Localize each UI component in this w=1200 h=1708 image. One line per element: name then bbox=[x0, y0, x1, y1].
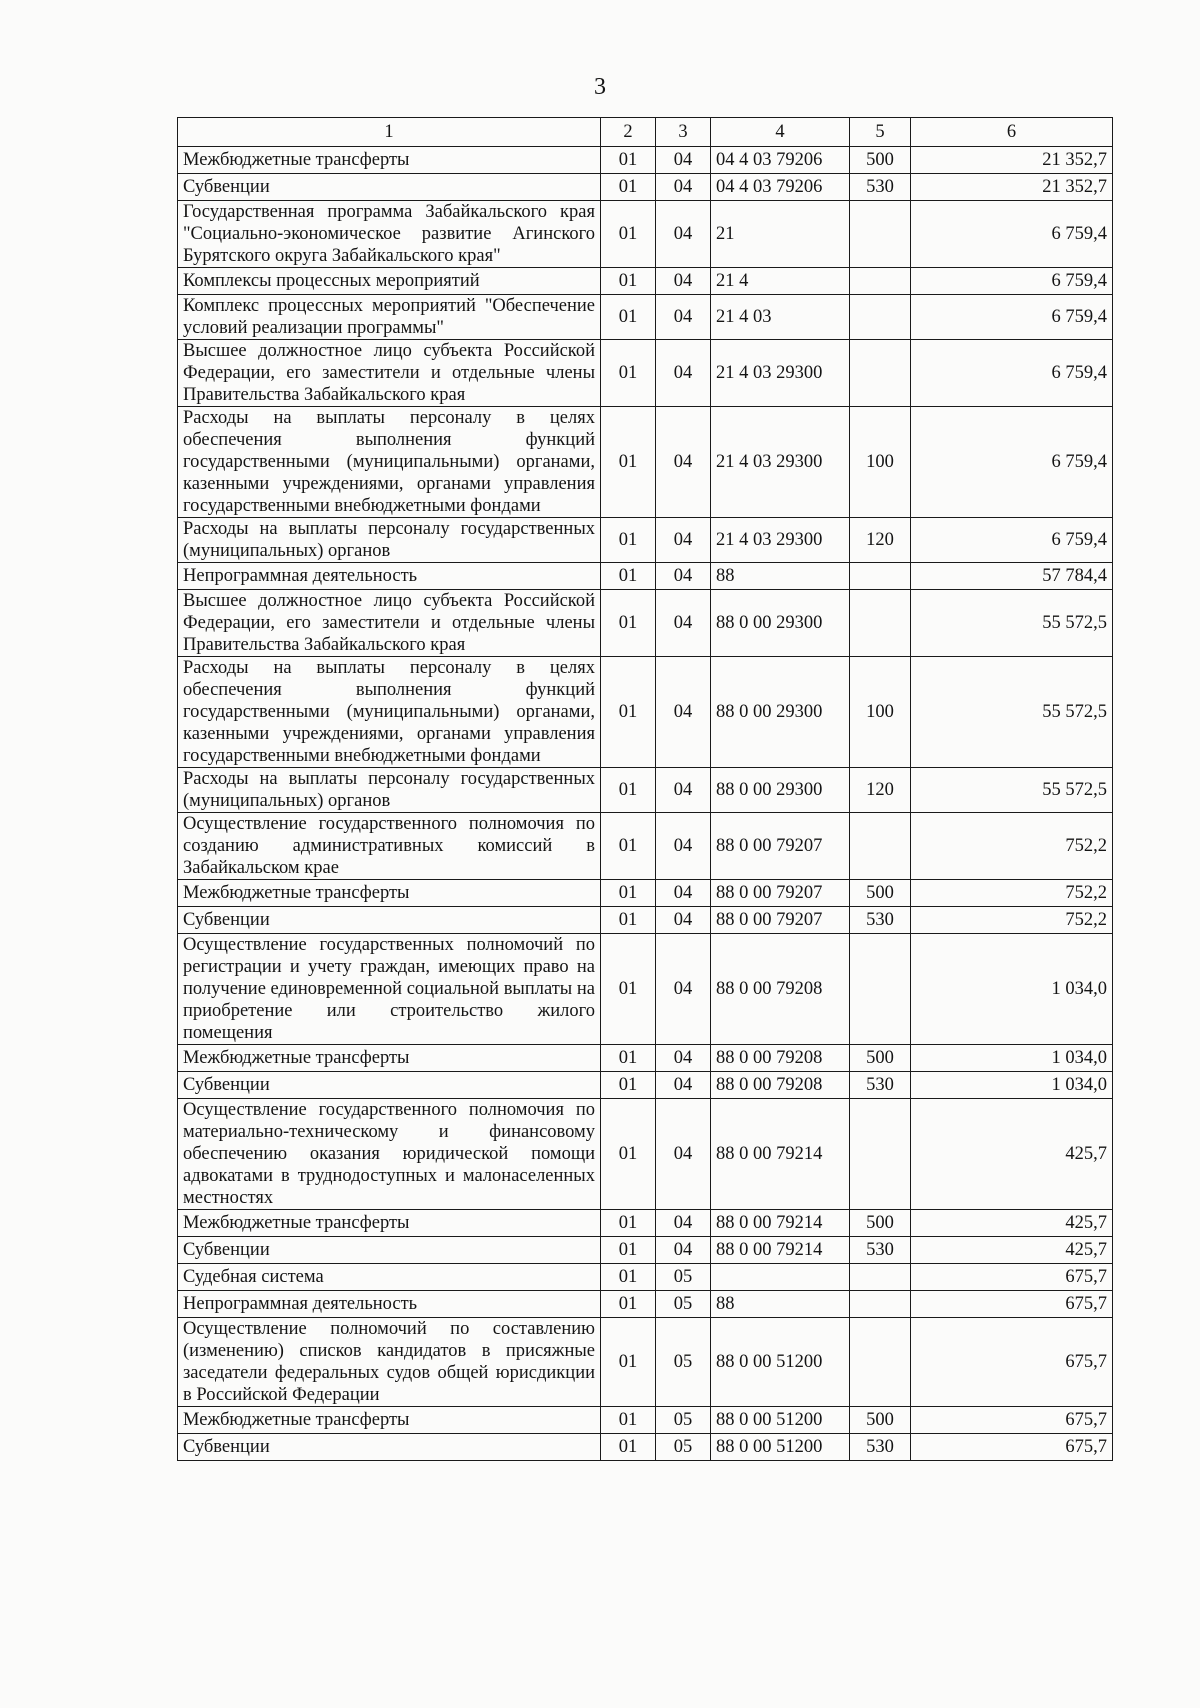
section-cell: 01 bbox=[601, 657, 656, 768]
expense-type-cell: 100 bbox=[850, 407, 911, 518]
amount-cell: 6 759,4 bbox=[911, 340, 1113, 407]
table-row bbox=[178, 768, 1113, 813]
subsection-cell: 04 bbox=[656, 1072, 711, 1099]
amount-cell: 6 759,4 bbox=[911, 407, 1113, 518]
section-cell: 01 bbox=[601, 268, 656, 295]
name-cell: Осуществление полномочий по составлению (изменению) списков кандидатов в присяжные заседатели федеральных судов общей юрисдикции в Российской Федерации bbox=[178, 1318, 601, 1407]
target-article-cell: 88 0 00 79207 bbox=[711, 907, 850, 934]
name-cell: Расходы на выплаты персоналу в целях обеспечения выполнения функций государственными (муниципальными) органами, казенными учреждениями, органами управления государственными внебюджетными фондами bbox=[178, 657, 601, 768]
name-cell: Субвенции bbox=[178, 1237, 601, 1264]
name-cell: Межбюджетные трансферты bbox=[178, 1407, 601, 1434]
amount-cell: 675,7 bbox=[911, 1434, 1113, 1461]
subsection-cell: 04 bbox=[656, 1210, 711, 1237]
name-cell: Осуществление государственного полномочия по созданию административных комиссий в Забайкальском крае bbox=[178, 813, 601, 880]
table-row bbox=[178, 407, 1113, 518]
header-row bbox=[178, 118, 1113, 147]
section-cell: 01 bbox=[601, 1291, 656, 1318]
table-row bbox=[178, 1264, 1113, 1291]
expense-type-cell bbox=[850, 1291, 911, 1318]
header-cell-expense-type: 5 bbox=[850, 118, 911, 147]
target-article-cell: 88 0 00 79214 bbox=[711, 1237, 850, 1264]
name-cell: Непрограммная деятельность bbox=[178, 563, 601, 590]
target-article-cell: 88 0 00 51200 bbox=[711, 1318, 850, 1407]
target-article-cell: 21 bbox=[711, 201, 850, 268]
expense-type-cell: 500 bbox=[850, 880, 911, 907]
header-cell-target-article: 4 bbox=[711, 118, 850, 147]
expense-type-cell: 120 bbox=[850, 768, 911, 813]
section-cell: 01 bbox=[601, 1407, 656, 1434]
target-article-cell: 88 0 00 79208 bbox=[711, 1072, 850, 1099]
table-row bbox=[178, 1318, 1113, 1407]
table-row bbox=[178, 880, 1113, 907]
table-row bbox=[178, 1407, 1113, 1434]
target-article-cell: 88 0 00 79214 bbox=[711, 1099, 850, 1210]
section-cell: 01 bbox=[601, 1099, 656, 1210]
subsection-cell: 04 bbox=[656, 407, 711, 518]
section-cell: 01 bbox=[601, 907, 656, 934]
amount-cell: 21 352,7 bbox=[911, 147, 1113, 174]
name-cell: Межбюджетные трансферты bbox=[178, 880, 601, 907]
subsection-cell: 04 bbox=[656, 1237, 711, 1264]
target-article-cell: 04 4 03 79206 bbox=[711, 147, 850, 174]
table-row bbox=[178, 590, 1113, 657]
name-cell: Субвенции bbox=[178, 1072, 601, 1099]
name-cell: Межбюджетные трансферты bbox=[178, 1045, 601, 1072]
target-article-cell: 88 bbox=[711, 1291, 850, 1318]
table-row bbox=[178, 1210, 1113, 1237]
table-row bbox=[178, 907, 1113, 934]
expense-type-cell bbox=[850, 1318, 911, 1407]
target-article-cell: 88 0 00 51200 bbox=[711, 1407, 850, 1434]
page-number: 3 bbox=[594, 74, 606, 100]
subsection-cell: 04 bbox=[656, 268, 711, 295]
table-row bbox=[178, 1434, 1113, 1461]
expense-type-cell bbox=[850, 813, 911, 880]
table-row bbox=[178, 1099, 1113, 1210]
subsection-cell: 04 bbox=[656, 518, 711, 563]
table-row bbox=[178, 295, 1113, 340]
expense-type-cell: 500 bbox=[850, 1407, 911, 1434]
expense-type-cell: 500 bbox=[850, 147, 911, 174]
amount-cell: 55 572,5 bbox=[911, 768, 1113, 813]
name-cell: Субвенции bbox=[178, 174, 601, 201]
table-row bbox=[178, 340, 1113, 407]
target-article-cell bbox=[711, 1264, 850, 1291]
section-cell: 01 bbox=[601, 147, 656, 174]
subsection-cell: 05 bbox=[656, 1434, 711, 1461]
subsection-cell: 04 bbox=[656, 1045, 711, 1072]
target-article-cell: 21 4 03 29300 bbox=[711, 340, 850, 407]
section-cell: 01 bbox=[601, 768, 656, 813]
subsection-cell: 05 bbox=[656, 1264, 711, 1291]
target-article-cell: 88 0 00 79208 bbox=[711, 934, 850, 1045]
expense-type-cell: 530 bbox=[850, 1237, 911, 1264]
expense-type-cell: 120 bbox=[850, 518, 911, 563]
name-cell: Расходы на выплаты персоналу государственных (муниципальных) органов bbox=[178, 518, 601, 563]
name-cell: Судебная система bbox=[178, 1264, 601, 1291]
amount-cell: 21 352,7 bbox=[911, 174, 1113, 201]
name-cell: Комплекс процессных мероприятий "Обеспечение условий реализации программы" bbox=[178, 295, 601, 340]
expense-type-cell bbox=[850, 1099, 911, 1210]
section-cell: 01 bbox=[601, 1045, 656, 1072]
amount-cell: 1 034,0 bbox=[911, 1072, 1113, 1099]
amount-cell: 752,2 bbox=[911, 907, 1113, 934]
subsection-cell: 04 bbox=[656, 813, 711, 880]
section-cell: 01 bbox=[601, 518, 656, 563]
section-cell: 01 bbox=[601, 1434, 656, 1461]
header-cell-amount: 6 bbox=[911, 118, 1113, 147]
table-row bbox=[178, 1045, 1113, 1072]
name-cell: Осуществление государственного полномочия по материально-техническому и финансовому обеспечению оказания юридической помощи адвокатами в труднодоступных и малонаселенных местностях bbox=[178, 1099, 601, 1210]
section-cell: 01 bbox=[601, 174, 656, 201]
amount-cell: 6 759,4 bbox=[911, 268, 1113, 295]
subsection-cell: 04 bbox=[656, 563, 711, 590]
budget-table bbox=[177, 117, 1113, 1461]
table-row bbox=[178, 563, 1113, 590]
section-cell: 01 bbox=[601, 1318, 656, 1407]
target-article-cell: 88 0 00 29300 bbox=[711, 590, 850, 657]
subsection-cell: 04 bbox=[656, 295, 711, 340]
section-cell: 01 bbox=[601, 201, 656, 268]
name-cell: Высшее должностное лицо субъекта Российской Федерации, его заместители и отдельные члены Правительства Забайкальского края bbox=[178, 590, 601, 657]
subsection-cell: 04 bbox=[656, 201, 711, 268]
amount-cell: 675,7 bbox=[911, 1407, 1113, 1434]
expense-type-cell bbox=[850, 934, 911, 1045]
amount-cell: 55 572,5 bbox=[911, 590, 1113, 657]
subsection-cell: 04 bbox=[656, 1099, 711, 1210]
amount-cell: 675,7 bbox=[911, 1291, 1113, 1318]
table-body bbox=[178, 147, 1113, 1461]
expense-type-cell: 100 bbox=[850, 657, 911, 768]
subsection-cell: 05 bbox=[656, 1407, 711, 1434]
name-cell: Государственная программа Забайкальского края "Социально-экономическое развитие Агинского Бурятского округа Забайкальского края" bbox=[178, 201, 601, 268]
expense-type-cell bbox=[850, 268, 911, 295]
target-article-cell: 88 0 00 79207 bbox=[711, 813, 850, 880]
amount-cell: 425,7 bbox=[911, 1237, 1113, 1264]
table-row bbox=[178, 1237, 1113, 1264]
target-article-cell: 21 4 bbox=[711, 268, 850, 295]
section-cell: 01 bbox=[601, 813, 656, 880]
amount-cell: 752,2 bbox=[911, 813, 1113, 880]
target-article-cell: 04 4 03 79206 bbox=[711, 174, 850, 201]
target-article-cell: 21 4 03 29300 bbox=[711, 518, 850, 563]
header-cell-subsection: 3 bbox=[656, 118, 711, 147]
amount-cell: 6 759,4 bbox=[911, 201, 1113, 268]
section-cell: 01 bbox=[601, 1264, 656, 1291]
name-cell: Расходы на выплаты персоналу в целях обеспечения выполнения функций государственными (муниципальными) органами, казенными учреждениями, органами управления государственными внебюджетными фондами bbox=[178, 407, 601, 518]
section-cell: 01 bbox=[601, 340, 656, 407]
subsection-cell: 05 bbox=[656, 1318, 711, 1407]
header-cell-name: 1 bbox=[178, 118, 601, 147]
table-row bbox=[178, 201, 1113, 268]
expense-type-cell: 530 bbox=[850, 174, 911, 201]
expense-type-cell: 530 bbox=[850, 1434, 911, 1461]
name-cell: Субвенции bbox=[178, 1434, 601, 1461]
target-article-cell: 88 0 00 79214 bbox=[711, 1210, 850, 1237]
section-cell: 01 bbox=[601, 563, 656, 590]
subsection-cell: 04 bbox=[656, 907, 711, 934]
subsection-cell: 04 bbox=[656, 590, 711, 657]
expense-type-cell: 530 bbox=[850, 907, 911, 934]
amount-cell: 425,7 bbox=[911, 1210, 1113, 1237]
expense-type-cell bbox=[850, 295, 911, 340]
subsection-cell: 04 bbox=[656, 880, 711, 907]
section-cell: 01 bbox=[601, 1237, 656, 1264]
table-row bbox=[178, 147, 1113, 174]
amount-cell: 752,2 bbox=[911, 880, 1113, 907]
expense-type-cell: 500 bbox=[850, 1210, 911, 1237]
target-article-cell: 21 4 03 29300 bbox=[711, 407, 850, 518]
amount-cell: 1 034,0 bbox=[911, 1045, 1113, 1072]
subsection-cell: 05 bbox=[656, 1291, 711, 1318]
section-cell: 01 bbox=[601, 407, 656, 518]
amount-cell: 425,7 bbox=[911, 1099, 1113, 1210]
name-cell: Межбюджетные трансферты bbox=[178, 1210, 601, 1237]
name-cell: Субвенции bbox=[178, 907, 601, 934]
expense-type-cell bbox=[850, 590, 911, 657]
amount-cell: 6 759,4 bbox=[911, 295, 1113, 340]
subsection-cell: 04 bbox=[656, 934, 711, 1045]
amount-cell: 55 572,5 bbox=[911, 657, 1113, 768]
expense-type-cell bbox=[850, 201, 911, 268]
expense-type-cell bbox=[850, 1264, 911, 1291]
target-article-cell: 21 4 03 bbox=[711, 295, 850, 340]
section-cell: 01 bbox=[601, 590, 656, 657]
section-cell: 01 bbox=[601, 880, 656, 907]
expense-type-cell bbox=[850, 340, 911, 407]
section-cell: 01 bbox=[601, 934, 656, 1045]
section-cell: 01 bbox=[601, 1210, 656, 1237]
name-cell: Осуществление государственных полномочий по регистрации и учету граждан, имеющих право на получение единовременной социальной выплаты на приобретение или строительство жилого помещения bbox=[178, 934, 601, 1045]
name-cell: Комплексы процессных мероприятий bbox=[178, 268, 601, 295]
subsection-cell: 04 bbox=[656, 147, 711, 174]
table-row bbox=[178, 934, 1113, 1045]
subsection-cell: 04 bbox=[656, 174, 711, 201]
name-cell: Непрограммная деятельность bbox=[178, 1291, 601, 1318]
subsection-cell: 04 bbox=[656, 340, 711, 407]
target-article-cell: 88 0 00 79208 bbox=[711, 1045, 850, 1072]
header-cell-section: 2 bbox=[601, 118, 656, 147]
section-cell: 01 bbox=[601, 295, 656, 340]
expense-type-cell bbox=[850, 563, 911, 590]
table-row bbox=[178, 1072, 1113, 1099]
table-row bbox=[178, 268, 1113, 295]
name-cell: Межбюджетные трансферты bbox=[178, 147, 601, 174]
name-cell: Высшее должностное лицо субъекта Российской Федерации, его заместители и отдельные члены Правительства Забайкальского края bbox=[178, 340, 601, 407]
table-row bbox=[178, 813, 1113, 880]
target-article-cell: 88 0 00 79207 bbox=[711, 880, 850, 907]
table-row bbox=[178, 657, 1113, 768]
target-article-cell: 88 0 00 29300 bbox=[711, 768, 850, 813]
target-article-cell: 88 0 00 29300 bbox=[711, 657, 850, 768]
table-row bbox=[178, 1291, 1113, 1318]
table-row bbox=[178, 174, 1113, 201]
amount-cell: 6 759,4 bbox=[911, 518, 1113, 563]
expense-type-cell: 500 bbox=[850, 1045, 911, 1072]
name-cell: Расходы на выплаты персоналу государственных (муниципальных) органов bbox=[178, 768, 601, 813]
expense-type-cell: 530 bbox=[850, 1072, 911, 1099]
amount-cell: 675,7 bbox=[911, 1264, 1113, 1291]
target-article-cell: 88 bbox=[711, 563, 850, 590]
target-article-cell: 88 0 00 51200 bbox=[711, 1434, 850, 1461]
subsection-cell: 04 bbox=[656, 657, 711, 768]
amount-cell: 57 784,4 bbox=[911, 563, 1113, 590]
amount-cell: 1 034,0 bbox=[911, 934, 1113, 1045]
subsection-cell: 04 bbox=[656, 768, 711, 813]
amount-cell: 675,7 bbox=[911, 1318, 1113, 1407]
table-row bbox=[178, 518, 1113, 563]
section-cell: 01 bbox=[601, 1072, 656, 1099]
